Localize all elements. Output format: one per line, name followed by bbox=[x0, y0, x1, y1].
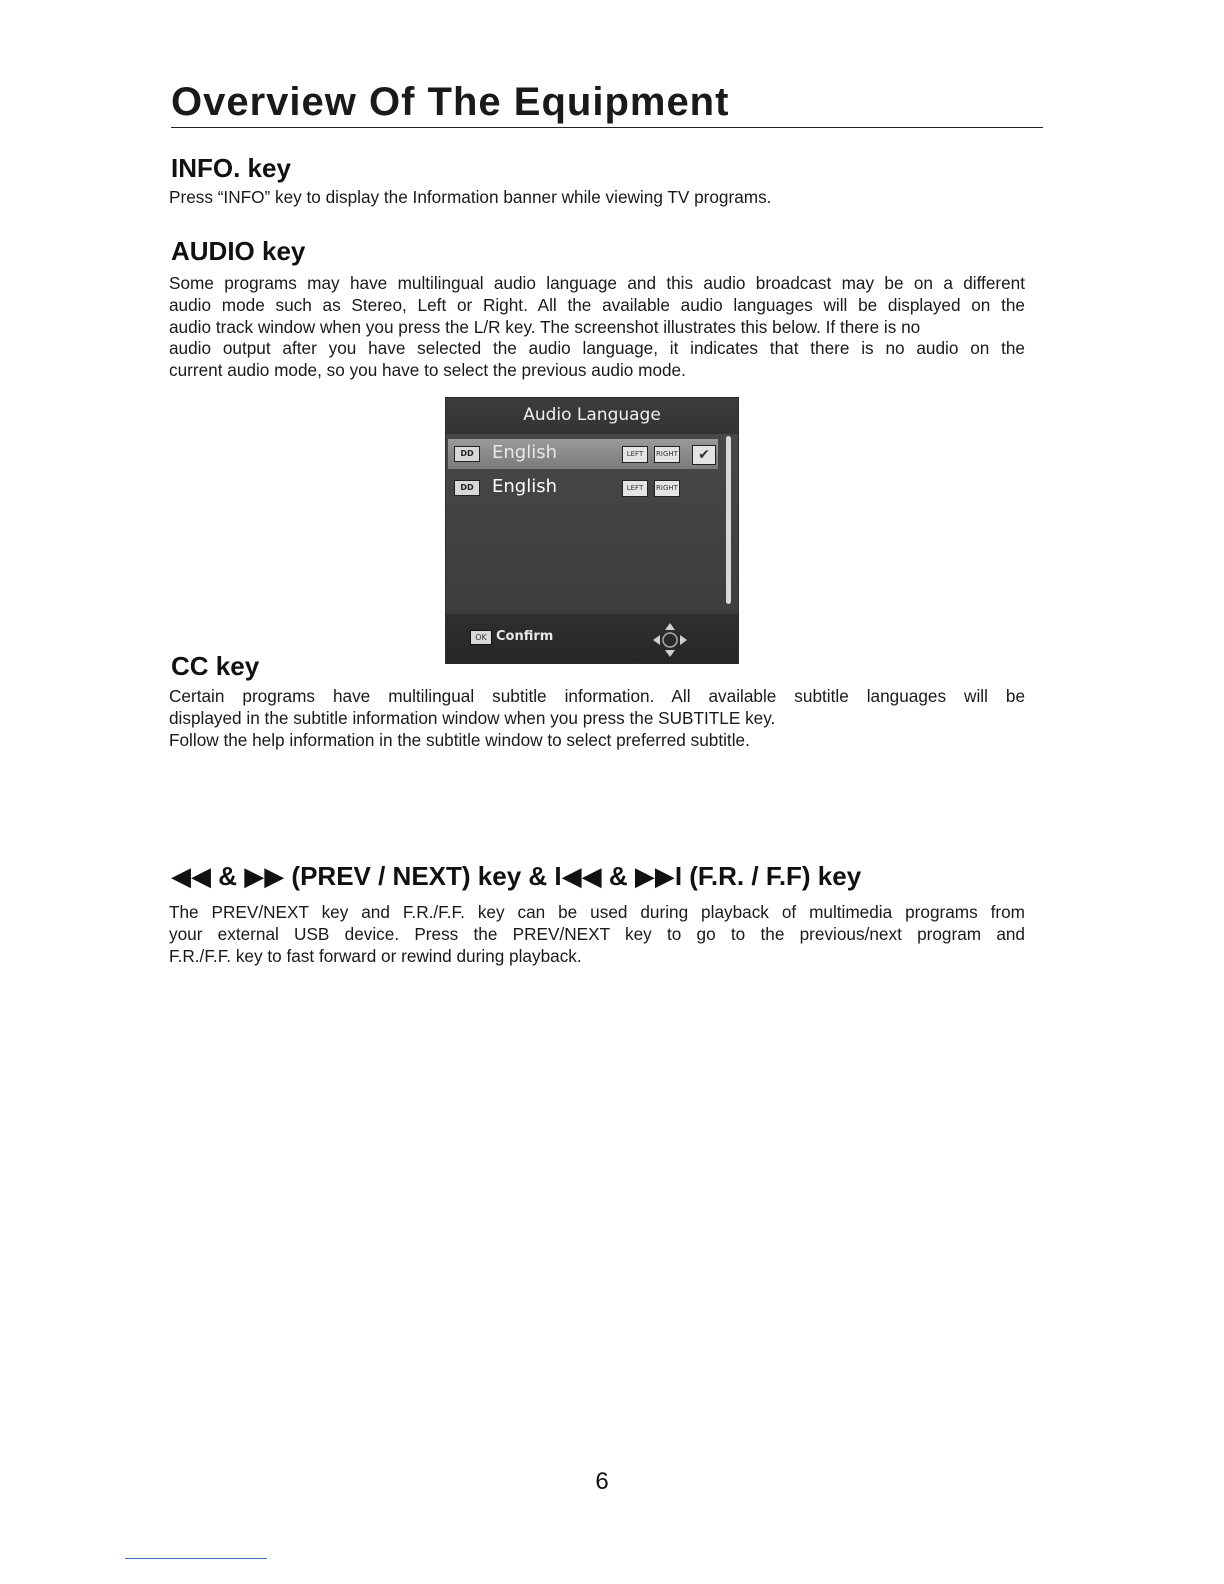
cc-key-line: displayed in the subtitle information window when you press the SUBTITLE key. bbox=[169, 707, 776, 728]
left-channel-icon: LEFT bbox=[622, 480, 648, 497]
page-title: Overview Of The Equipment bbox=[171, 80, 730, 124]
confirm-label: Confirm bbox=[496, 629, 554, 644]
audio-key-line: audio mode such as Stereo, Left or Right. All the available audio languages will be displayed on the bbox=[169, 294, 1025, 315]
audio-key-line: audio track window when you press the L/R key. The screenshot illustrates this below. If there is no bbox=[169, 316, 921, 337]
osd-scrollbar[interactable] bbox=[726, 436, 731, 604]
audio-key-line: Some programs may have multilingual audio language and this audio broadcast may be on a different bbox=[169, 273, 1025, 293]
cc-key-text bbox=[169, 686, 1025, 751]
audio-key-line: audio output after you have selected the audio language, it indicates that there is no audio on the bbox=[169, 338, 1025, 359]
dolby-icon: DD bbox=[454, 446, 480, 462]
info-key-text bbox=[169, 187, 1025, 209]
ok-icon: OK bbox=[470, 630, 492, 645]
title-rule bbox=[171, 127, 1043, 128]
osd-language-label: English bbox=[492, 476, 557, 497]
audio-key-line: current audio mode, so you have to select the previous audio mode. bbox=[169, 360, 686, 381]
osd-language-row[interactable] bbox=[448, 439, 718, 469]
cc-key-line: Follow the help information in the subtitle window to select preferred subtitle. bbox=[169, 729, 750, 750]
info-key-heading: INFO. key bbox=[171, 153, 291, 183]
right-channel-icon: RIGHT bbox=[654, 446, 680, 463]
audio-key-text bbox=[169, 273, 1025, 382]
prev-next-key-line: F.R./F.F. key to fast forward or rewind during playback. bbox=[169, 945, 582, 966]
prev-next-key-heading: ◀◀ & ▶▶ (PREV / NEXT) key & I◀◀ & ▶▶I (F.R. / F.F) key bbox=[171, 861, 862, 891]
prev-next-key-line: your external USB device. Press the PREV/NEXT key to go to the previous/next program and bbox=[169, 923, 1025, 944]
osd-language-row[interactable] bbox=[448, 473, 718, 503]
cc-key-line: Certain programs have multilingual subtitle information. All available subtitle languages will be bbox=[169, 686, 1025, 706]
cc-key-heading: CC key bbox=[171, 651, 260, 681]
left-channel-icon: LEFT bbox=[622, 446, 648, 463]
prev-next-key-text bbox=[169, 902, 1025, 967]
page-number: 6 bbox=[595, 1468, 609, 1495]
osd-language-label: English bbox=[492, 442, 557, 463]
audio-key-heading: AUDIO key bbox=[171, 236, 306, 266]
dolby-icon: DD bbox=[454, 480, 480, 496]
osd-footer bbox=[446, 614, 738, 664]
footer-rule bbox=[125, 1558, 267, 1559]
checkmark-icon: ✔ bbox=[692, 445, 716, 465]
right-channel-icon: RIGHT bbox=[654, 480, 680, 497]
info-key-line: Press “INFO” key to display the Information banner while viewing TV programs. bbox=[169, 187, 772, 207]
prev-next-key-line: The PREV/NEXT key and F.R./F.F. key can be used during playback of multimedia programs from bbox=[169, 902, 1025, 922]
audio-language-screenshot bbox=[445, 397, 739, 664]
osd-title: Audio Language bbox=[446, 398, 738, 434]
dpad-icon bbox=[650, 620, 690, 660]
